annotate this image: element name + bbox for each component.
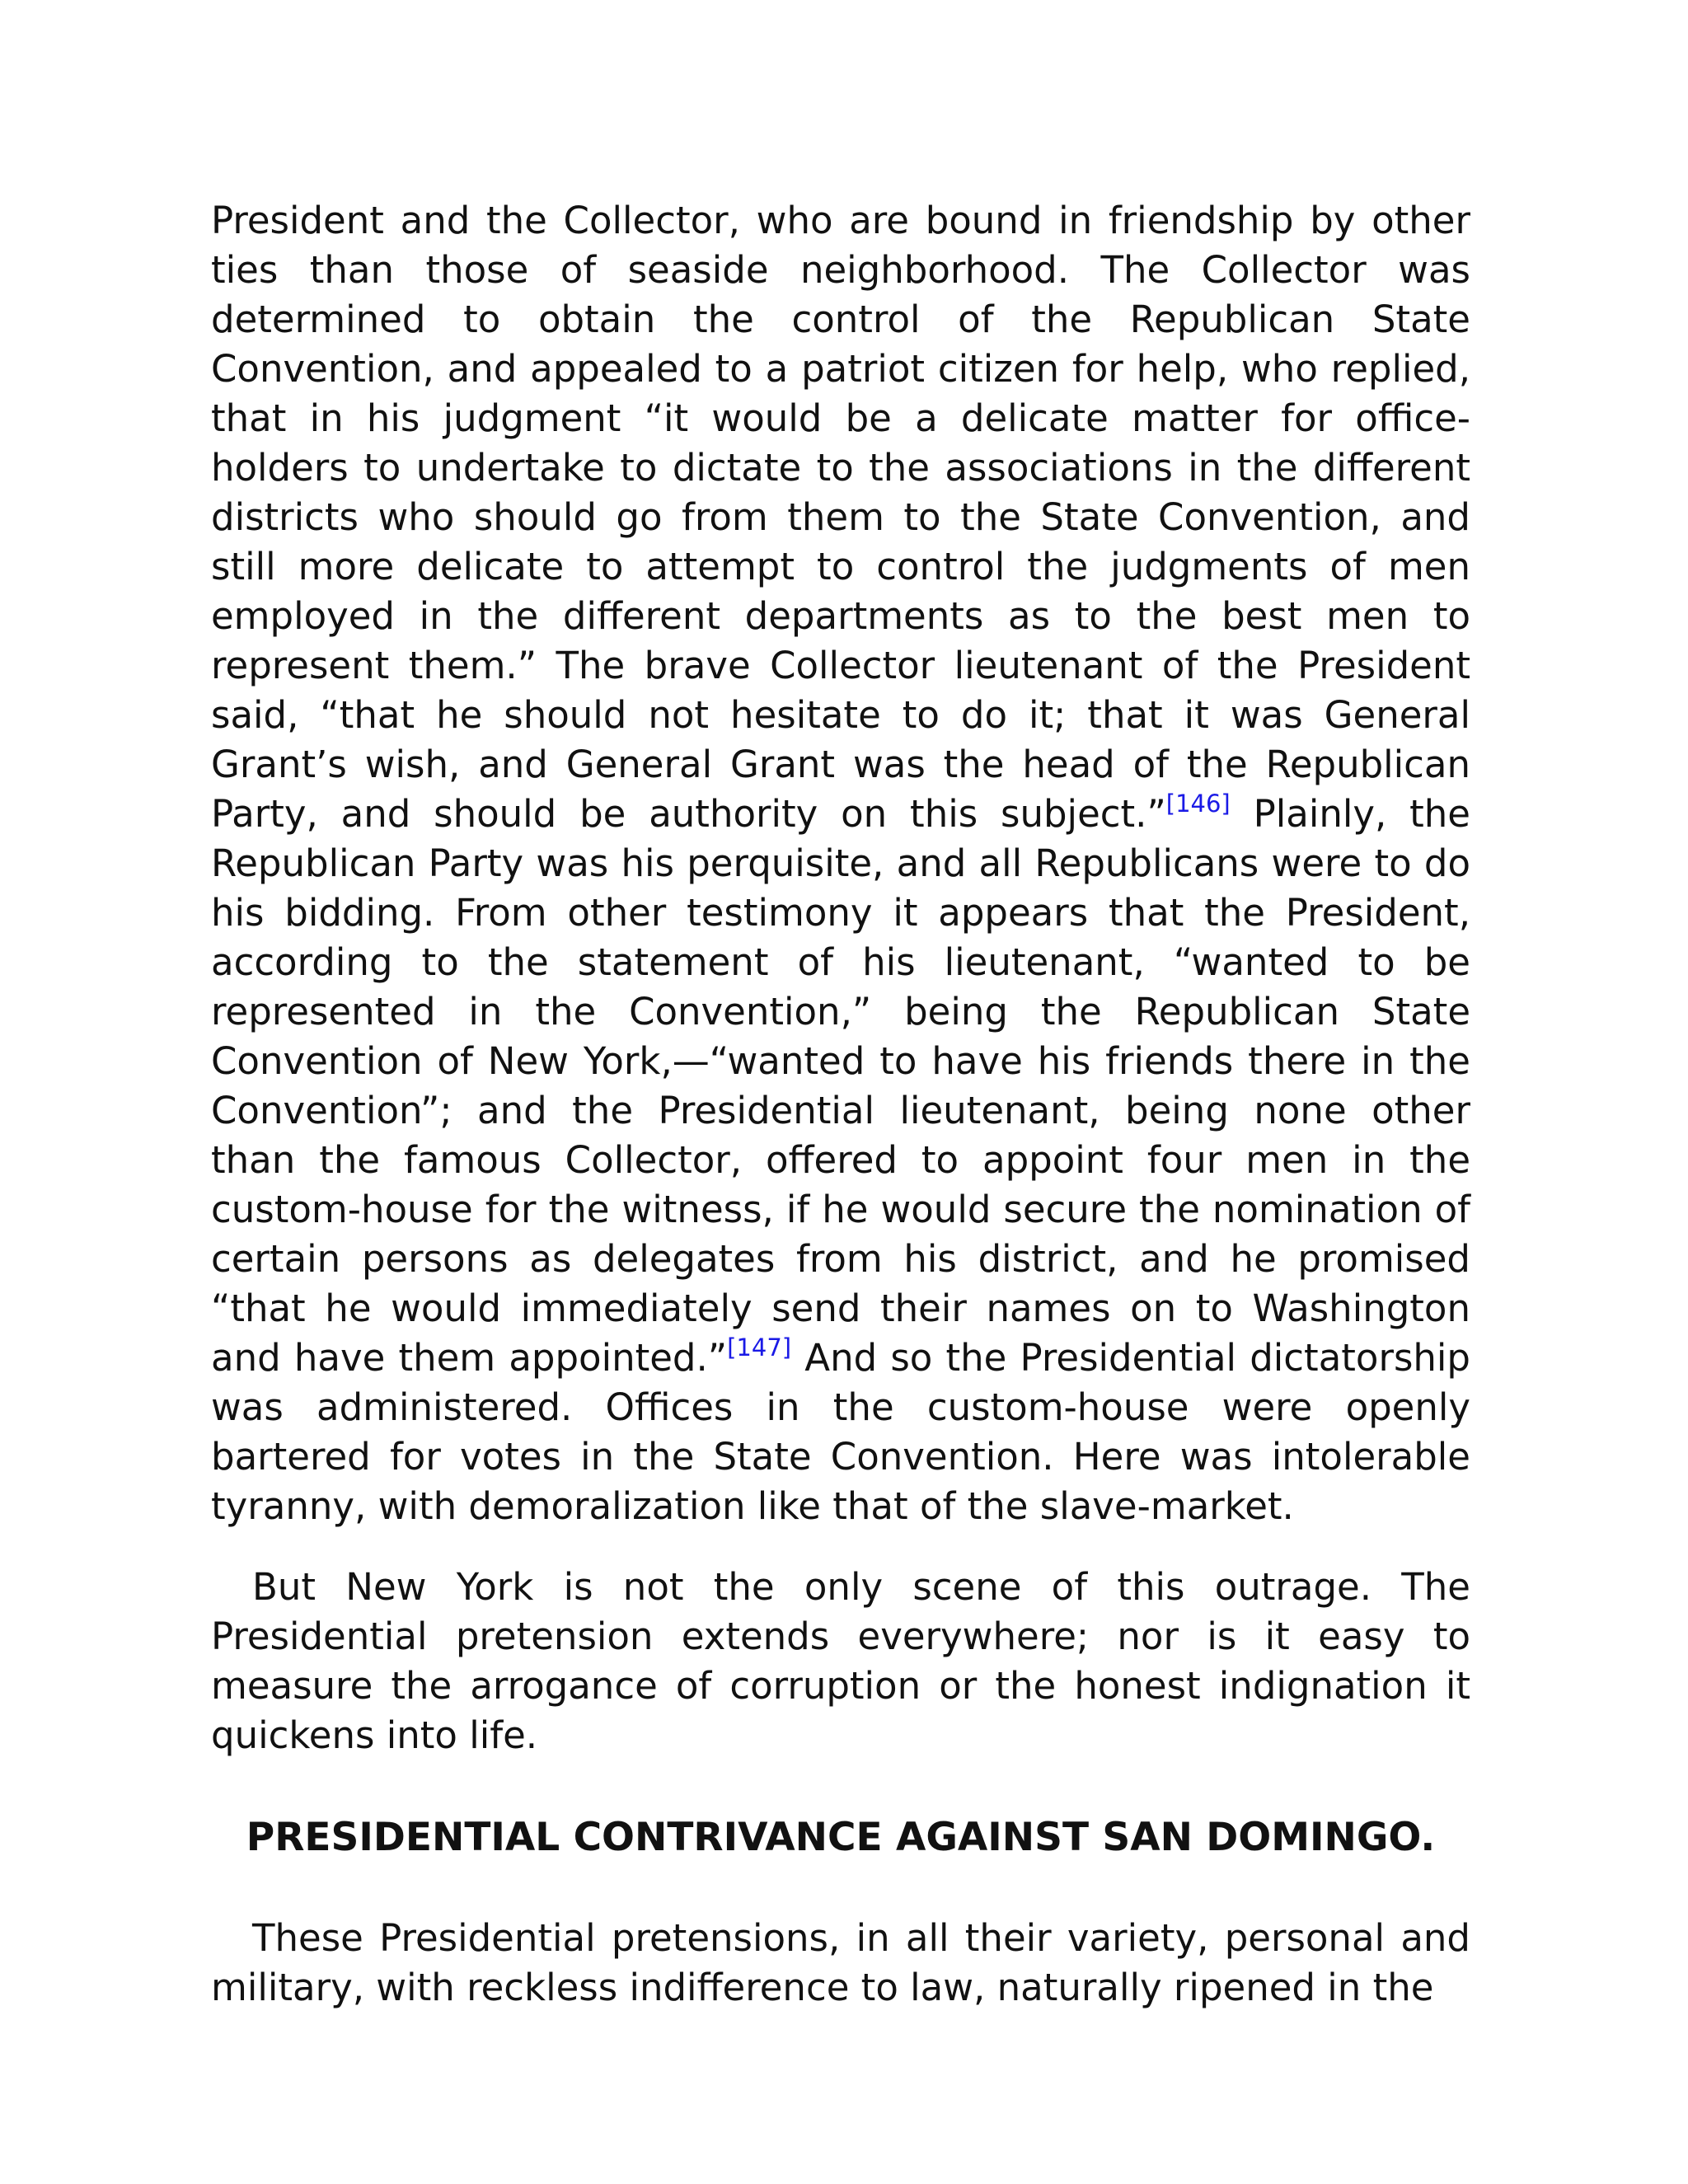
paragraph-text: These Presidential pretensions, in all their variety, personal and military, with reckless indifference to law, naturally ripened in the [211,1916,1470,2009]
paragraph-text: President and the Collector, who are bound in friendship by other ties than those of seaside neighborhood. The Collector was determined to obtain the control of the Republican State Convention, and appealed to a patriot citizen for help, who replied, that in his judgment “it would be a delicate matter for office-holders to undertake to dictate to the associations in the different districts who should go from them to the State Convention, and still more delicate to attempt to control the judgments of men employed in the different departments as to the best men to represent them.” The brave Collector lieutenant of the President said, “that he should not hesitate to do it; that it was General Grant’s wish, and General Grant was the head of the Republican Party, and should be authority on this subject.” [211,199,1470,836]
paragraph-text: But New York is not the only scene of this outrage. The Presidential pretension extends everywhere; nor is it easy to measure the arrogance of corruption or the honest indignation it quickens into life. [211,1565,1470,1757]
footnote-link-147[interactable]: [147] [727,1333,792,1361]
paragraph-new-york [211,1563,1470,1760]
paragraph-text: And so the Presidential dictatorship was administered. Offices in the custom-house were openly bartered for votes in the State Convention. Here was intolerable tyranny, with demoralization like that of the slave-market. [211,1336,1470,1528]
footnote-link-146[interactable]: [146] [1165,790,1231,818]
paragraph-text: Plainly, the Republican Party was his perquisite, and all Republicans were to do his bidding. From other testimony it appears that the President, according to the statement of his lieutenant, “wanted to be represented in the Convention,” being the Republican State Convention of New York,—“wanted to have his friends there in the Convention”; and the Presidential lieutenant, being none other than the famous Collector, offered to appoint four men in the custom-house for the witness, if he would secure the nomination of certain persons as delegates from his district, and he promised “that he would immediately send their names on to Washington and have them appointed.” [211,792,1470,1380]
section-heading: PRESIDENTIAL CONTRIVANCE AGAINST SAN DOMINGO. [246,1815,1436,1860]
page-body [211,196,1470,2013]
paragraph-collector [211,196,1470,1531]
paragraph-pretensions [211,1914,1470,2013]
